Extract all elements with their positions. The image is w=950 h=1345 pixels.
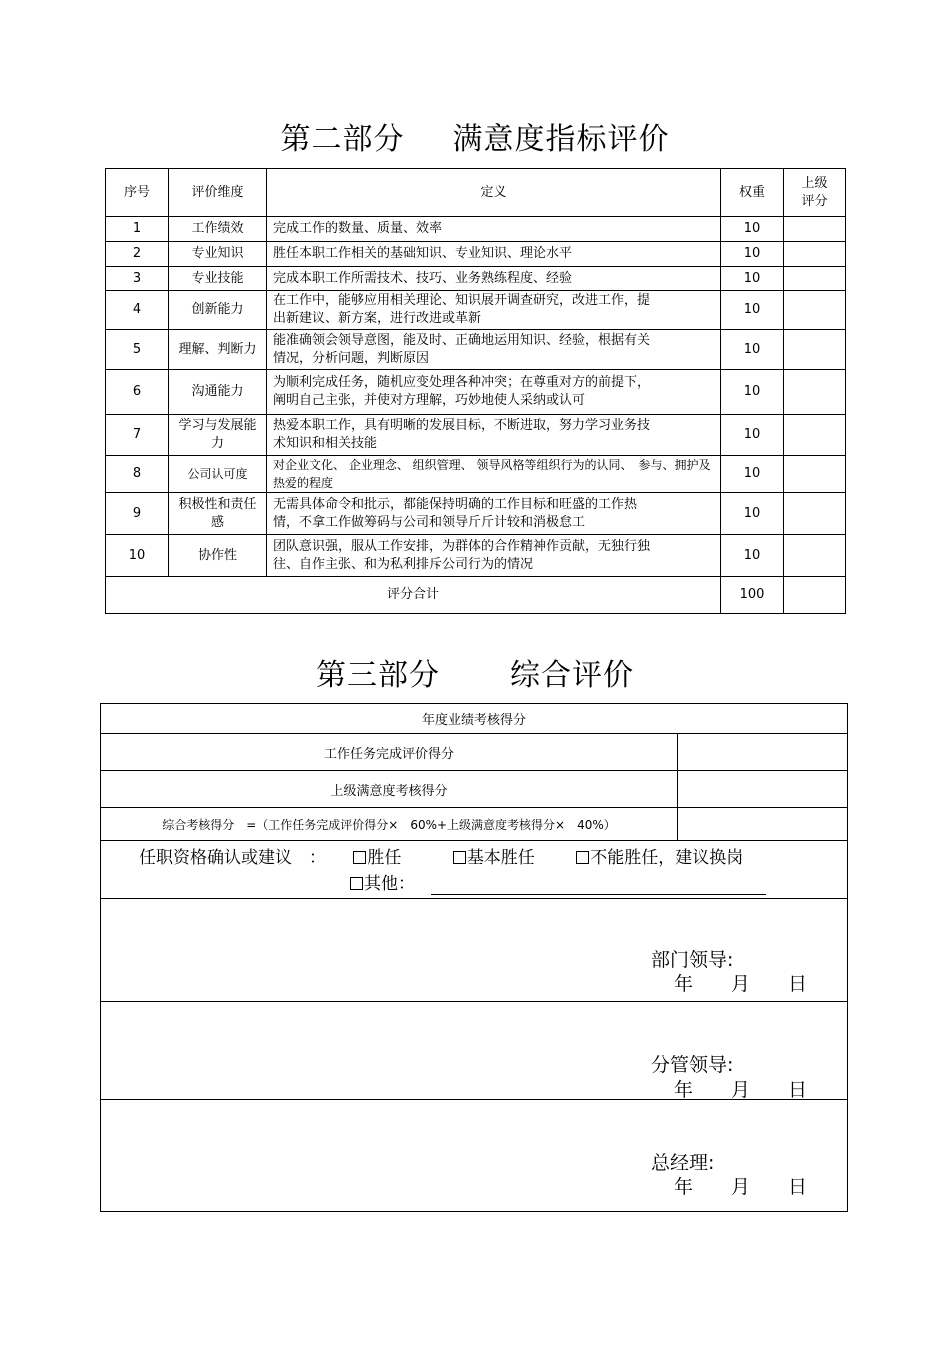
composite-score-cell[interactable] [678,808,848,841]
comprehensive-table [100,703,848,1212]
dept-leader-sign-cell[interactable] [101,899,848,1002]
row-no: 1 [106,217,169,242]
division-leader-sign-cell[interactable] [101,1002,848,1100]
row-dimension: 沟通能力 [169,370,267,415]
part3-title-text: 综合评价 [510,658,634,693]
part2-title-text: 满意度指标评价 [452,122,670,157]
total-score-cell[interactable] [784,577,846,614]
row-no: 3 [106,267,169,291]
row-score-cell[interactable] [784,535,846,577]
row-definition: 对企业文化、 企业理念、 组织管理、 领导风格等组织行为的认同、 参与、拥护及热爱的程度 [267,456,721,493]
table-row [106,242,846,267]
option-basically-competent[interactable]: 基本胜任 [453,848,535,868]
row-dimension: 理解、判断力 [169,330,267,370]
table-row [106,456,846,493]
row-dimension: 积极性和责任感 [169,493,267,535]
row-dimension: 专业知识 [169,242,267,267]
row-definition: 为顺利完成任务，随机应变处理各种冲突；在尊重对方的前提下，阐明自己主张，并使对方理解，巧妙地使人采纳或认可 [267,370,721,415]
division-leader-label: 分管领导: [651,1054,734,1076]
other-input-line[interactable] [431,880,766,895]
row-score-cell[interactable] [784,493,846,535]
checkbox-icon[interactable] [350,877,363,890]
row-score-cell[interactable] [784,291,846,330]
task-score-label: 工作任务完成评价得分 [101,734,678,771]
checkbox-icon[interactable] [353,851,366,864]
row-weight: 10 [721,330,784,370]
general-manager-date: 年 月 日 [674,1176,808,1198]
total-label: 评分合计 [106,577,721,614]
part2-title [0,114,950,158]
option-competent[interactable]: 胜任 [353,848,401,868]
row-dimension: 公司认可度 [169,456,267,493]
row-no: 8 [106,456,169,493]
row-score-cell[interactable] [784,330,846,370]
row-weight: 10 [721,217,784,242]
row-score-cell[interactable] [784,267,846,291]
row-no: 4 [106,291,169,330]
row-definition: 胜任本职工作相关的基础知识、专业知识、理论水平 [267,242,721,267]
row-dimension: 学习与发展能力 [169,415,267,456]
row-weight: 10 [721,291,784,330]
header-row [106,169,846,217]
total-row [106,577,846,614]
row-definition: 在工作中，能够应用相关理论、知识展开调查研究，改进工作，提出新建议、新方案，进行改进或革新 [267,291,721,330]
header-no: 序号 [106,169,169,217]
table-row [106,330,846,370]
row-definition: 完成本职工作所需技术、技巧、业务熟练程度、经验 [267,267,721,291]
row-no: 5 [106,330,169,370]
header-supervisor-score: 上级评分 [784,169,846,217]
header-dimension: 评价维度 [169,169,267,217]
satisfaction-score-cell[interactable] [678,771,848,808]
header-weight: 权重 [721,169,784,217]
row-score-cell[interactable] [784,370,846,415]
total-weight: 100 [721,577,784,614]
row-definition: 团队意识强，服从工作安排，为群体的合作精神作贡献，无独行独往、自作主张、和为私利排斥公司行为的情况 [267,535,721,577]
row-dimension: 创新能力 [169,291,267,330]
row-weight: 10 [721,493,784,535]
checkbox-icon[interactable] [453,851,466,864]
row-weight: 10 [721,415,784,456]
dept-leader-label: 部门领导: [651,949,734,971]
row-no: 10 [106,535,169,577]
option-other[interactable]: 其他： [350,874,415,894]
general-manager-sign-cell[interactable] [101,1100,848,1212]
annual-score-label: 年度业绩考核得分 [101,704,848,734]
row-no: 7 [106,415,169,456]
row-no: 6 [106,370,169,415]
division-leader-date: 年 月 日 [674,1079,808,1101]
dept-leader-date: 年 月 日 [674,973,808,995]
general-manager-label: 总经理: [651,1152,715,1174]
satisfaction-table [105,168,846,614]
checkbox-icon[interactable] [576,851,589,864]
table-row [106,217,846,242]
table-row [106,267,846,291]
header-definition: 定义 [267,169,721,217]
table-row [106,291,846,330]
satisfaction-score-label: 上级满意度考核得分 [101,771,678,808]
table-row [106,370,846,415]
row-dimension: 工作绩效 [169,217,267,242]
row-definition: 能准确领会领导意图，能及时、正确地运用知识、经验，根据有关情况，分析问题，判断原因 [267,330,721,370]
row-definition: 无需具体命令和批示，都能保持明确的工作目标和旺盛的工作热情，不拿工作做筹码与公司和领导斤斤计较和消极怠工 [267,493,721,535]
row-weight: 10 [721,535,784,577]
row-no: 2 [106,242,169,267]
row-no: 9 [106,493,169,535]
table-row [106,493,846,535]
task-score-cell[interactable] [678,734,848,771]
row-score-cell[interactable] [784,217,846,242]
row-score-cell[interactable] [784,415,846,456]
table-row [106,415,846,456]
qualification-label: 任职资格确认或建议 ： [139,847,326,868]
row-dimension: 协作性 [169,535,267,577]
row-score-cell[interactable] [784,456,846,493]
formula-label: 综合考核得分 =（工作任务完成评价得分× 60%+上级满意度考核得分× 40%） [101,808,678,841]
row-definition: 完成工作的数量、质量、效率 [267,217,721,242]
part3-title-number: 第三部分 [316,658,440,693]
part3-title [0,650,950,694]
row-weight: 10 [721,370,784,415]
part2-title-number: 第二部分 [280,122,405,157]
row-definition: 热爱本职工作，具有明晰的发展目标，不断进取，努力学习业务技术知识和相关技能 [267,415,721,456]
row-weight: 10 [721,267,784,291]
row-weight: 10 [721,242,784,267]
row-score-cell[interactable] [784,242,846,267]
row-weight: 10 [721,456,784,493]
option-not-competent[interactable]: 不能胜任，建议换岗 [576,848,743,868]
table-row [106,535,846,577]
row-dimension: 专业技能 [169,267,267,291]
qualification-cell [101,841,848,899]
